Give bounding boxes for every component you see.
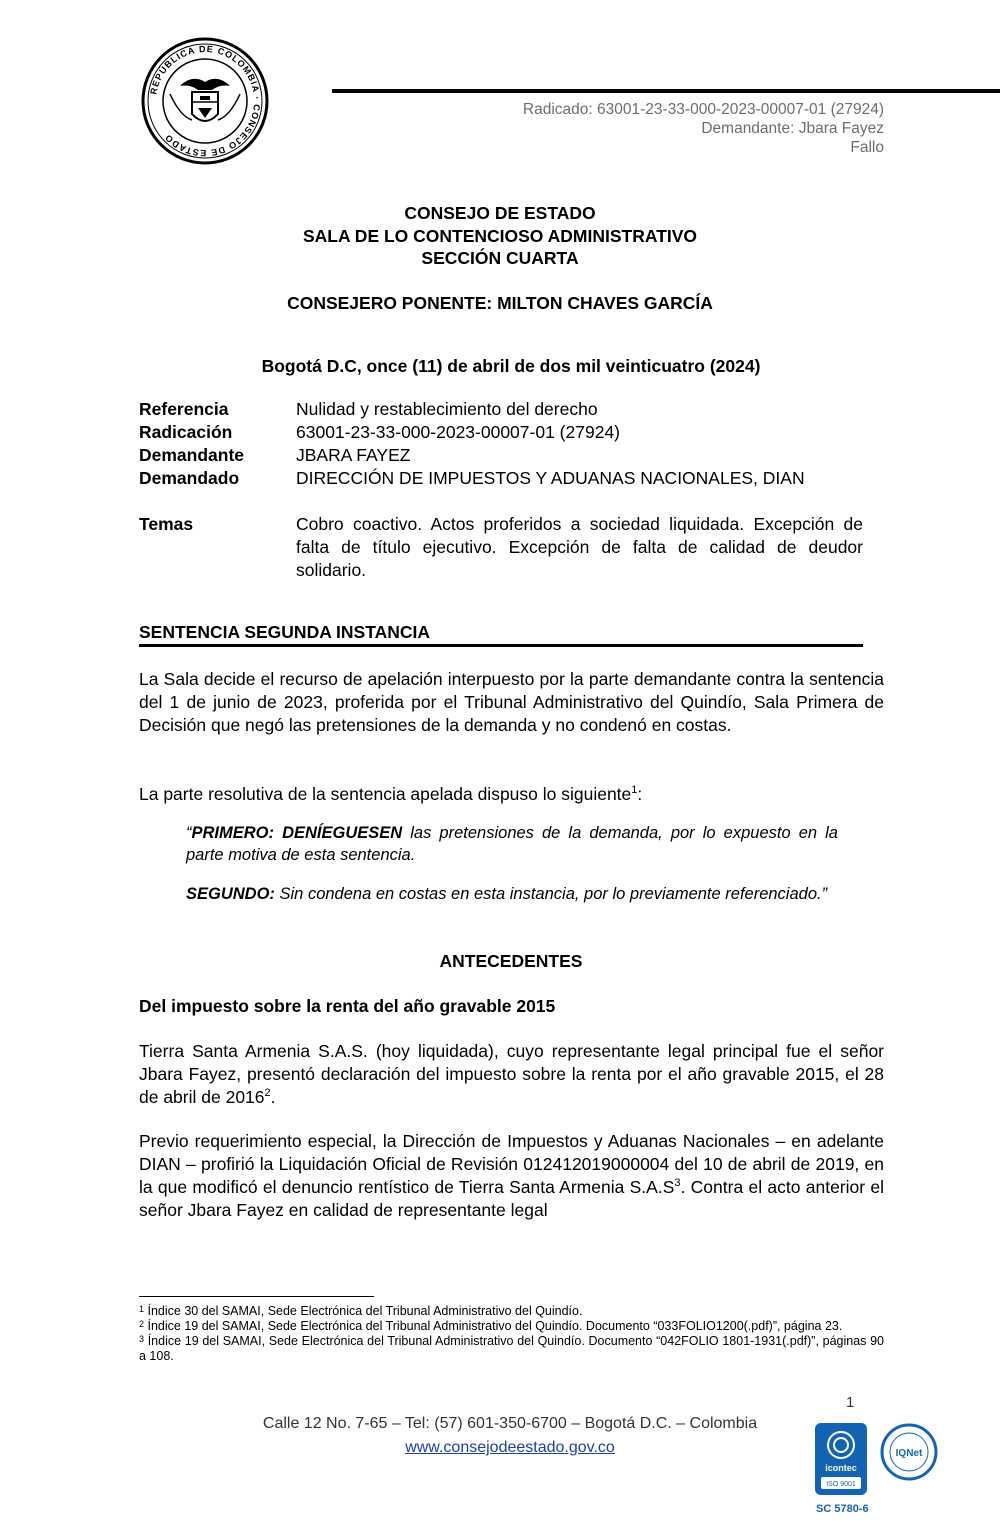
quote-primero <box>186 823 838 866</box>
reference-table <box>139 398 863 582</box>
quote-mark: “ <box>186 824 192 842</box>
court-titles <box>0 202 1000 270</box>
svg-text:icontec: icontec <box>825 1463 857 1473</box>
reference-key: Demandado <box>139 468 240 488</box>
quote-bold: SEGUNDO: <box>186 885 275 903</box>
antecedentes-heading: ANTECEDENTES <box>439 951 583 971</box>
reference-key: Referencia <box>139 399 229 419</box>
body-paragraph-4 <box>139 1130 884 1222</box>
footnote-item <box>139 1334 884 1364</box>
reference-value: JBARA FAYEZ <box>296 445 411 465</box>
reference-row <box>139 398 863 421</box>
footnote-number: 3 <box>139 1334 145 1344</box>
svg-text:ISO 9001: ISO 9001 <box>826 1481 856 1488</box>
paragraph-text: . <box>270 1087 276 1107</box>
paragraph-text: Tierra Santa Armenia S.A.S. (hoy liquidada), cuyo representante legal principal fue el señor Jbara Fayez, presentó declaración del impuesto sobre la renta por el año gravable 2015, el 28 de abril de 2016 <box>139 1041 884 1107</box>
demandante-line: Demandante: Jbara Fayez <box>701 120 884 137</box>
reference-value: Nulidad y restablecimiento del derecho <box>296 399 598 419</box>
footnote-text: Índice 19 del SAMAI, Sede Electrónica del Tribunal Administrativo del Quindío. Documento “033FOLIO1200(.pdf)”, página 23. <box>144 1319 843 1333</box>
icontec-certification-logo <box>815 1423 867 1495</box>
footnote-item <box>139 1304 884 1319</box>
sala-name: SALA DE LO CONTENCIOSO ADMINISTRATIVO <box>302 225 698 246</box>
certification-code: SC 5780-6 <box>816 1503 869 1515</box>
radicado-line: Radicado: 63001-23-33-000-2023-00007-01 (27924) <box>522 101 884 118</box>
svg-text:IQNet: IQNet <box>895 1448 923 1459</box>
footnote-separator <box>139 1296 374 1297</box>
header-rule <box>332 89 1000 93</box>
reference-value: 63001-23-33-000-2023-00007-01 (27924) <box>296 422 620 442</box>
reference-row <box>139 444 863 467</box>
footnote-ref[interactable]: 2 <box>264 1087 271 1099</box>
website-link[interactable]: www.consejodeestado.gov.co <box>405 1439 615 1456</box>
reference-value: Cobro coactivo. Actos proferidos a sociedad liquidada. Excepción de falta de título ejecutivo. Excepción de falta de calidad de deudor solidario. <box>296 514 863 580</box>
svg-text:REPÚBLICA DE COLOMBIA · CONSEJ: REPÚBLICA DE COLOMBIA · CONSEJO DE ESTADO <box>148 43 263 159</box>
quote-text: las pretensiones de la demanda, por lo expuesto en la parte motiva de esta sentencia. <box>186 824 838 864</box>
paragraph-text: La parte resolutiva de la sentencia apelada dispuso lo siguiente <box>139 784 632 804</box>
consejero-ponente: CONSEJERO PONENTE: MILTON CHAVES GARCÍA <box>287 293 713 313</box>
footer-address: Calle 12 No. 7-65 – Tel: (57) 601-350-6700 – Bogotá D.C. – Colombia <box>262 1415 758 1432</box>
header-metadata <box>523 100 884 157</box>
iqnet-certification-logo <box>880 1423 938 1481</box>
footnote-text: Índice 30 del SAMAI, Sede Electrónica del Tribunal Administrativo del Quindío. <box>144 1304 583 1318</box>
reference-row <box>139 421 863 444</box>
seccion-name: SECCIÓN CUARTA <box>421 248 579 268</box>
footnote-number: 1 <box>139 1304 145 1314</box>
sentencia-heading: SENTENCIA SEGUNDA INSTANCIA <box>139 621 863 647</box>
body-paragraph-1: La Sala decide el recurso de apelación interpuesto por la parte demandante contra la sentencia del 1 de junio de 2023, proferida por el Tribunal Administrativo del Quindío, Sala Primera de Decisión que negó las pretensiones de la demanda y no condenó en costas. <box>139 669 884 735</box>
body-paragraph-3 <box>139 1040 884 1109</box>
reference-key: Temas <box>139 514 194 534</box>
footnote-item <box>139 1319 884 1334</box>
body-paragraph-2 <box>139 783 884 806</box>
section-subheading: Del impuesto sobre la renta del año gravable 2015 <box>139 996 556 1016</box>
reference-row <box>139 467 863 490</box>
reference-key: Radicación <box>139 422 233 442</box>
page-number: 1 <box>846 1394 855 1411</box>
document-date: Bogotá D.C, once (11) de abril de dos mil veinticuatro (2024) <box>261 356 761 376</box>
consejo-de-estado-seal <box>140 36 270 166</box>
footnote-ref[interactable]: 3 <box>674 1177 681 1189</box>
document-type: Fallo <box>850 139 884 156</box>
quote-bold: PRIMERO: DENÍEGUESEN <box>191 824 403 842</box>
quote-segundo <box>186 884 838 906</box>
paragraph-text: : <box>637 784 643 804</box>
paragraph-text: Previo requerimiento especial, la Dirección de Impuestos y Aduanas Nacionales – en adelante DIAN – profirió la Liquidación Oficial de Revisión 012412019000004 del 10 de abril de 2019, en la que modificó el denuncio rentístico de Tierra Santa Armenia S.A.S <box>139 1131 884 1197</box>
footnote-number: 2 <box>139 1319 145 1329</box>
reference-row <box>139 513 863 582</box>
reference-value: DIRECCIÓN DE IMPUESTOS Y ADUANAS NACIONALES, DIAN <box>296 468 805 488</box>
footnote-ref[interactable]: 1 <box>631 784 638 796</box>
quote-text: Sin condena en costas en esta instancia, por lo previamente referenciado.” <box>274 885 828 903</box>
footnotes <box>139 1304 884 1364</box>
footnote-text: Índice 19 del SAMAI, Sede Electrónica del Tribunal Administrativo del Quindío. Documento “042FOLIO 1801-1931(.pdf)”, páginas 90 a 108. <box>139 1334 884 1363</box>
paragraph-text: . Contra el acto anterior el señor Jbara Fayez en calidad de representante legal <box>139 1177 884 1220</box>
court-name: CONSEJO DE ESTADO <box>404 203 596 223</box>
reference-key: Demandante <box>139 445 245 465</box>
